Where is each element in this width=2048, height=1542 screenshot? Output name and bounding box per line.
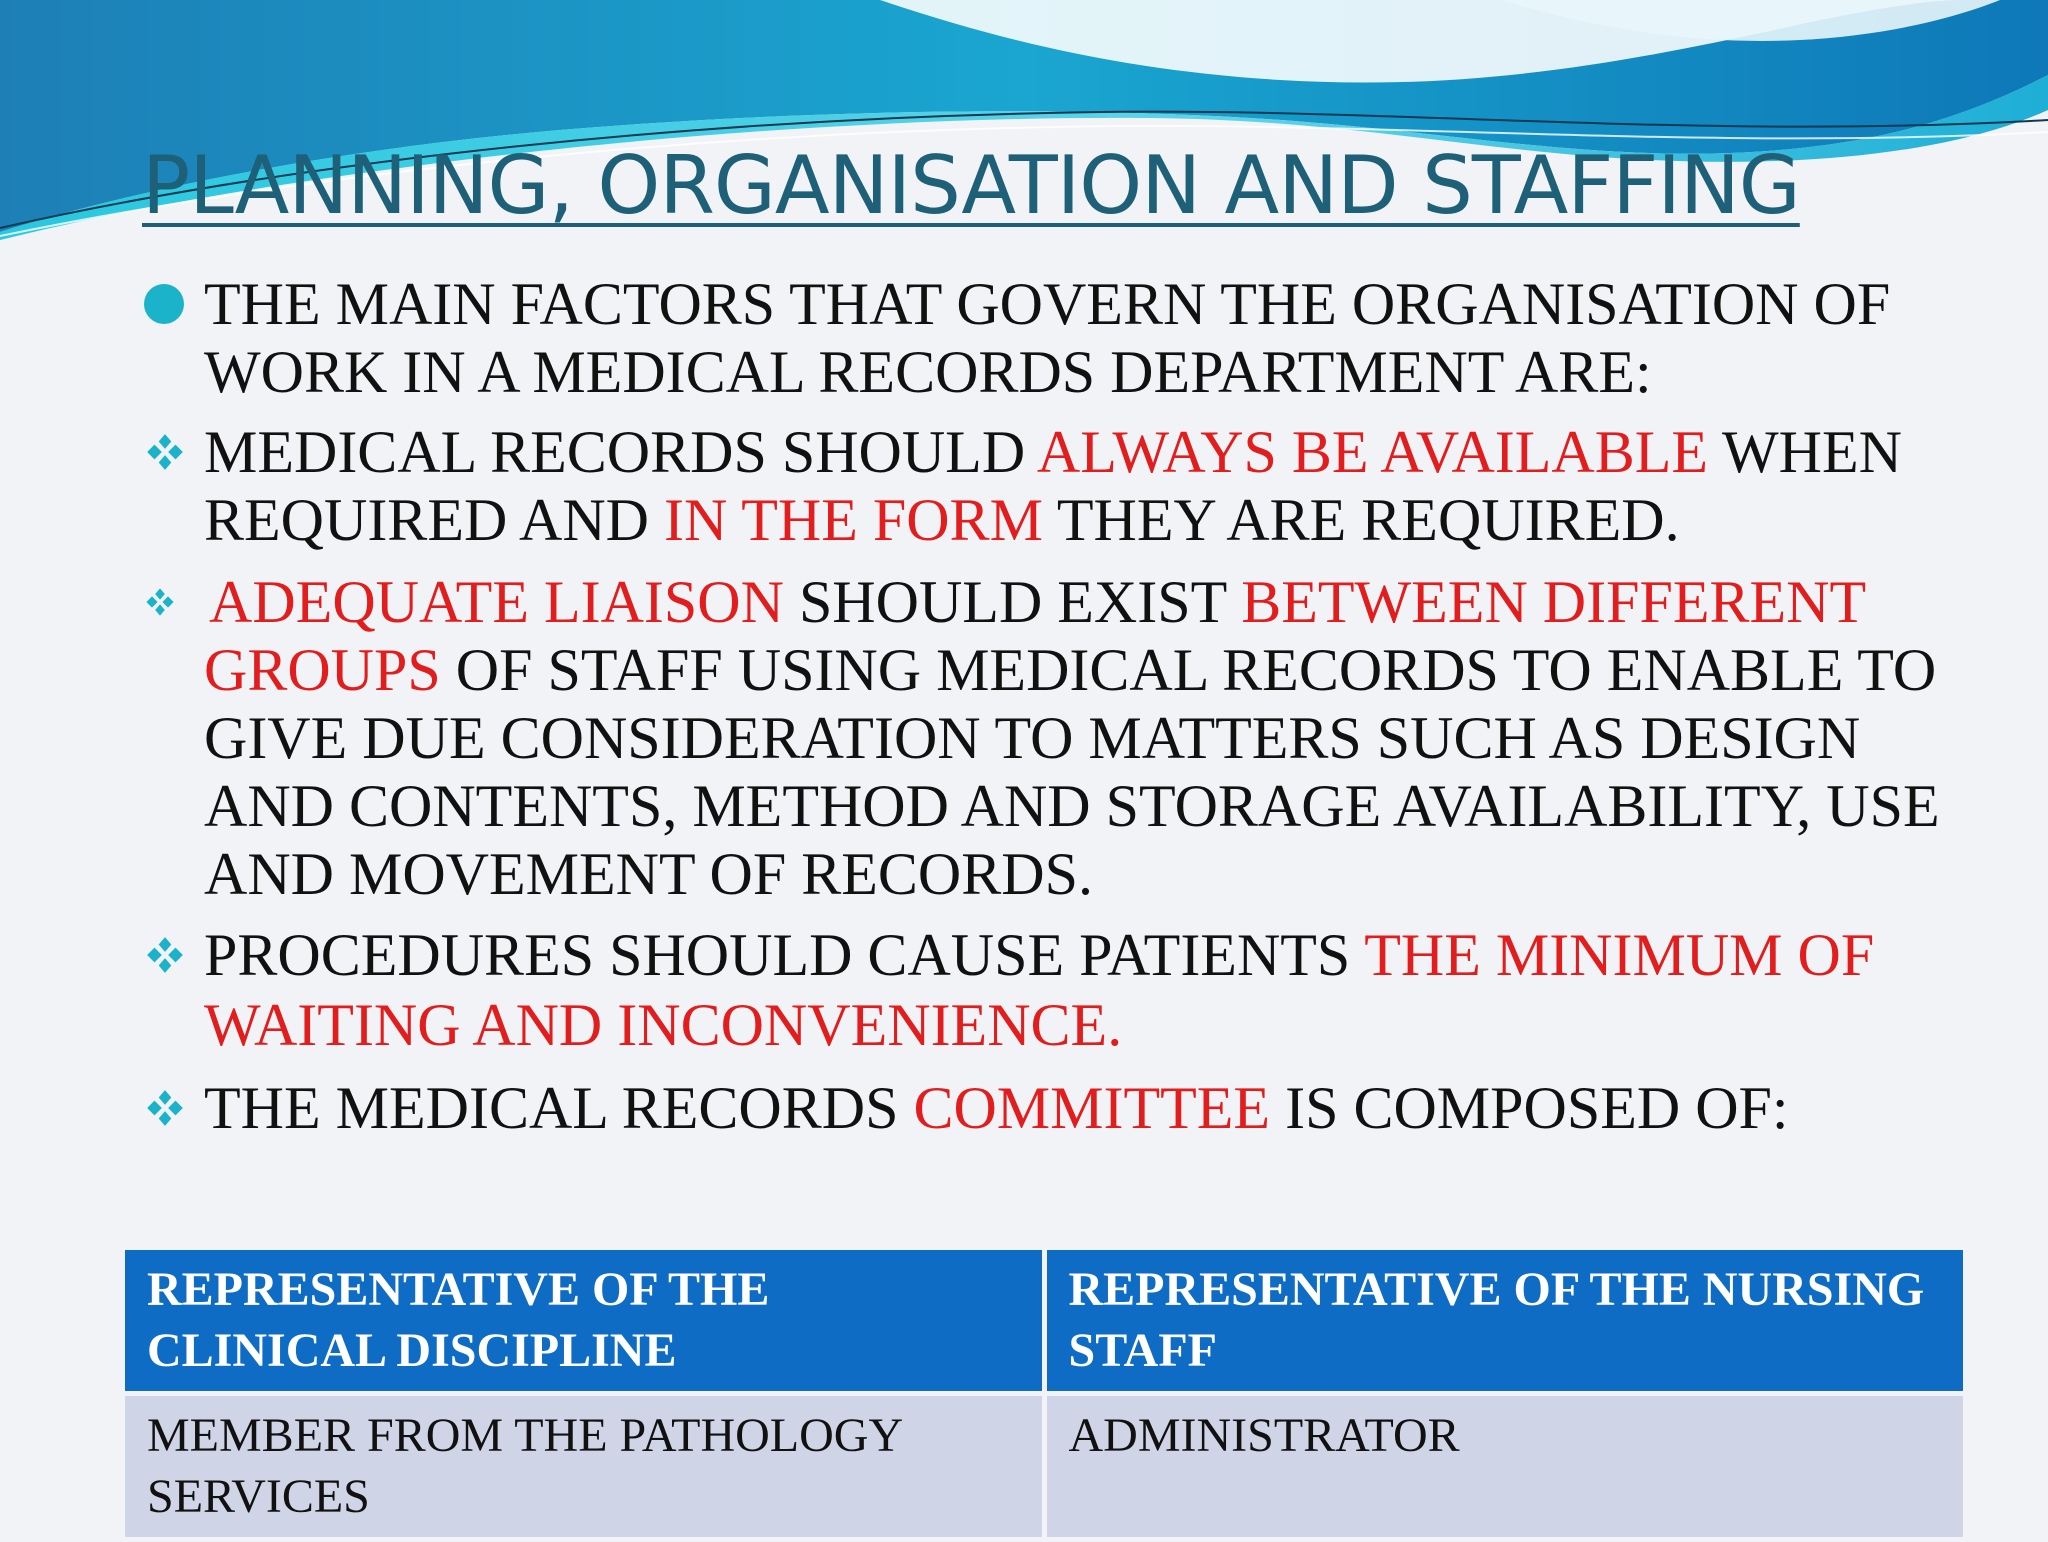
bullet-point-main-factors <box>144 270 1944 406</box>
emphasis-text: COMMITTEE <box>913 1075 1271 1141</box>
bullet-text: THE MAIN FACTORS THAT GOVERN THE ORGANISATION OF WORK IN A MEDICAL RECORDS DEPARTMENT ARE: <box>204 271 1891 405</box>
committee-table <box>120 1245 1968 1542</box>
table-row <box>123 1248 1966 1394</box>
emphasis-text: ALWAYS BE AVAILABLE <box>1036 419 1709 485</box>
diamond-bullet-icon <box>144 568 196 636</box>
table-cell: ADMINISTRATOR <box>1044 1394 1966 1540</box>
bullet-point-liaison <box>144 568 1944 908</box>
bullet-point-committee <box>144 1074 1944 1142</box>
bullet-point-procedures <box>144 920 1944 1060</box>
emphasis-text: ADEQUATE LIAISON <box>209 569 784 635</box>
emphasis-text: IN THE FORM <box>664 487 1043 553</box>
bullet-text: MEDICAL RECORDS SHOULD ALWAYS BE AVAILABLE WHEN REQUIRED AND IN THE FORM THEY ARE REQUIRED. <box>204 419 1902 553</box>
diamond-bullet-icon <box>144 920 196 990</box>
bullet-text: THE MEDICAL RECORDS COMMITTEE IS COMPOSED OF: <box>204 1075 1789 1141</box>
table-cell: REPRESENTATIVE OF THE NURSING STAFF <box>1044 1248 1966 1394</box>
emphasis-text: BETWEEN DIFFERENT GROUPS <box>204 569 1866 703</box>
bullet-list <box>144 270 1944 1142</box>
bullet-point-availability <box>144 418 1944 554</box>
diamond-bullet-icon <box>144 1074 196 1142</box>
emphasis-text: THE MINIMUM OF WAITING AND INCONVENIENCE. <box>204 922 1875 1058</box>
table-cell: MEMBER FROM THE PATHOLOGY SERVICES <box>123 1394 1045 1540</box>
slide-title: PLANNING, ORGANISATION AND STAFFING <box>142 139 1800 232</box>
circle-bullet-icon <box>144 270 196 338</box>
diamond-bullet-icon <box>144 418 196 486</box>
table-row <box>123 1394 1966 1540</box>
bullet-text: ADEQUATE LIAISON SHOULD EXIST BETWEEN DIFFERENT GROUPS OF STAFF USING MEDICAL RECORDS TO ENABLE TO GIVE DUE CONSIDERATION TO MATTERS SUCH AS DESIGN AND CONTENTS, METHOD AND STORAGE AVAILABILITY, USE AND MOVEMENT OF RECORDS. <box>204 569 1940 907</box>
table-cell: REPRESENTATIVE OF THE CLINICAL DISCIPLINE <box>123 1248 1045 1394</box>
bullet-text: PROCEDURES SHOULD CAUSE PATIENTS THE MINIMUM OF WAITING AND INCONVENIENCE. <box>204 922 1875 1058</box>
